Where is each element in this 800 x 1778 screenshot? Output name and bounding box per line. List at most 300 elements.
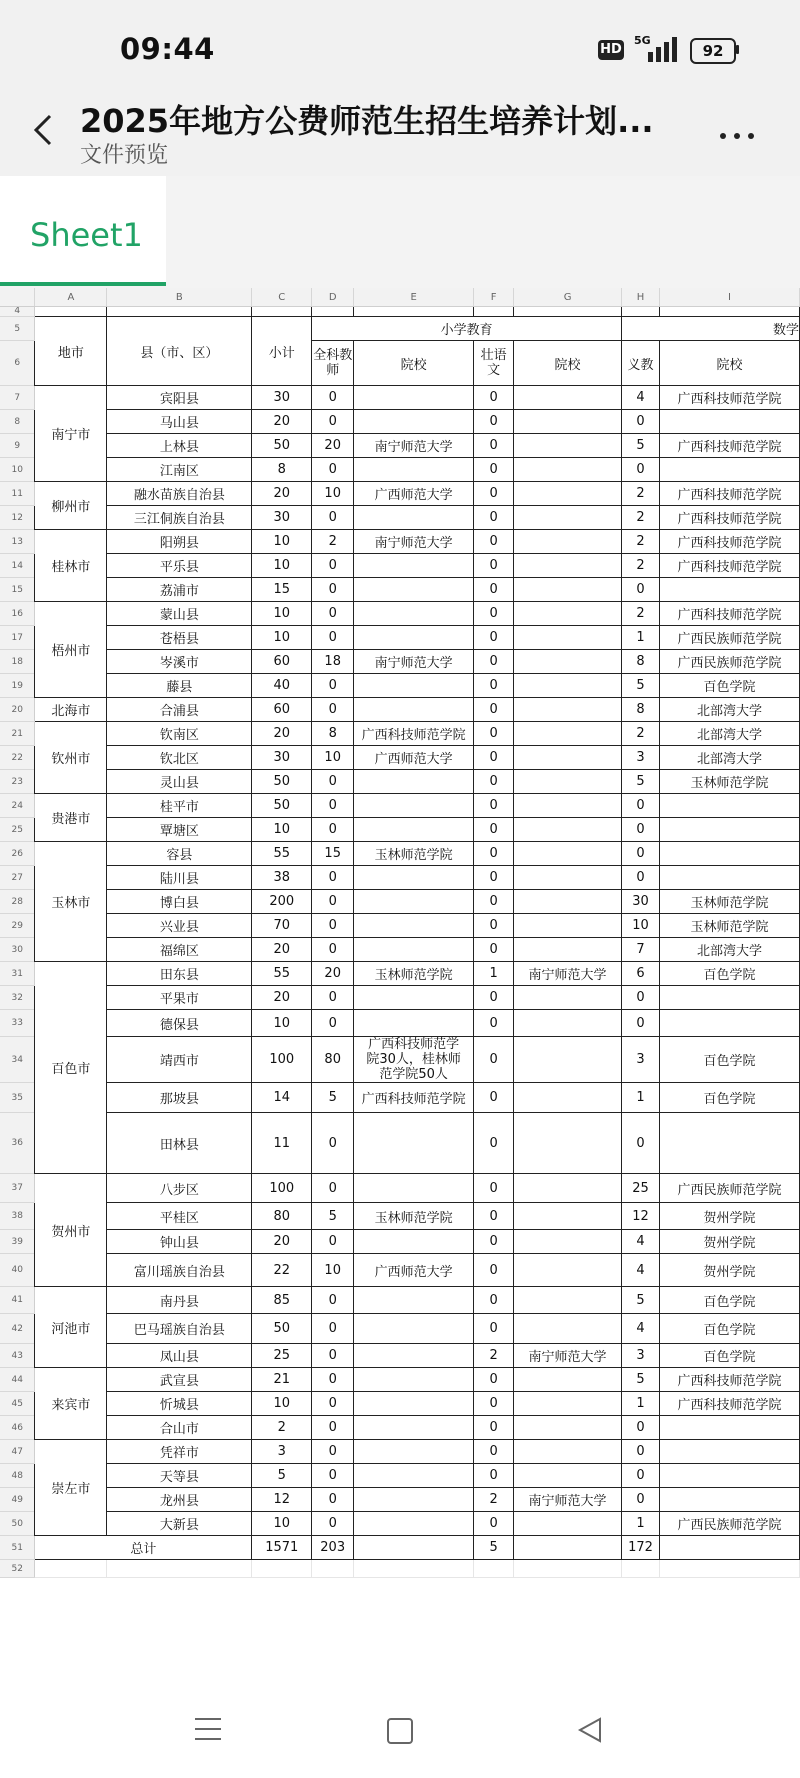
subtotal-cell[interactable]: 10	[252, 1392, 312, 1416]
school-cell[interactable]	[514, 554, 622, 578]
row-number[interactable]: 44	[0, 1368, 35, 1392]
yijiao-cell[interactable]: 8	[622, 698, 660, 722]
yijiao-cell[interactable]: 5	[622, 1368, 660, 1392]
school-cell[interactable]: 广西科技师范学院	[660, 434, 800, 458]
school-cell[interactable]	[354, 890, 474, 914]
school-cell[interactable]	[514, 1254, 622, 1287]
school-cell[interactable]: 南宁师范大学	[514, 1344, 622, 1368]
city-cell[interactable]: 梧州市	[35, 602, 107, 698]
row-number[interactable]: 30	[0, 938, 35, 962]
school-cell[interactable]	[354, 506, 474, 530]
county-cell[interactable]: 陆川县	[107, 866, 252, 890]
subtotal-cell[interactable]: 5	[252, 1464, 312, 1488]
school-cell[interactable]: 广西民族师范学院	[660, 1512, 800, 1536]
school-cell[interactable]	[660, 578, 800, 602]
subtotal-cell[interactable]: 40	[252, 674, 312, 698]
school-cell[interactable]	[354, 1314, 474, 1344]
school-cell[interactable]	[354, 770, 474, 794]
subtotal-cell[interactable]: 3	[252, 1440, 312, 1464]
zhuang-cell[interactable]: 0	[474, 1440, 514, 1464]
city-cell[interactable]: 南宁市	[35, 386, 107, 482]
school-cell[interactable]	[514, 914, 622, 938]
subtotal-cell[interactable]: 14	[252, 1083, 312, 1113]
county-cell[interactable]: 蒙山县	[107, 602, 252, 626]
school-cell[interactable]	[514, 1113, 622, 1174]
total-i[interactable]	[660, 1536, 800, 1560]
header-school[interactable]: 院校	[660, 341, 800, 386]
yijiao-cell[interactable]: 8	[622, 650, 660, 674]
general-teacher-cell[interactable]: 10	[312, 1254, 354, 1287]
county-cell[interactable]: 江南区	[107, 458, 252, 482]
row-number[interactable]: 23	[0, 770, 35, 794]
yijiao-cell[interactable]: 4	[622, 386, 660, 410]
school-cell[interactable]	[354, 410, 474, 434]
school-cell[interactable]	[354, 554, 474, 578]
school-cell[interactable]	[354, 578, 474, 602]
zhuang-cell[interactable]: 0	[474, 794, 514, 818]
zhuang-cell[interactable]: 0	[474, 914, 514, 938]
school-cell[interactable]: 广西科技师范学院	[660, 482, 800, 506]
city-cell[interactable]: 钦州市	[35, 722, 107, 794]
city-cell[interactable]: 柳州市	[35, 482, 107, 530]
zhuang-cell[interactable]: 0	[474, 986, 514, 1010]
yijiao-cell[interactable]: 5	[622, 434, 660, 458]
zhuang-cell[interactable]: 0	[474, 746, 514, 770]
yijiao-cell[interactable]: 4	[622, 1230, 660, 1254]
school-cell[interactable]: 南宁师范大学	[354, 530, 474, 554]
general-teacher-cell[interactable]: 0	[312, 626, 354, 650]
row-number[interactable]: 19	[0, 674, 35, 698]
row-number[interactable]: 26	[0, 842, 35, 866]
county-cell[interactable]: 合山市	[107, 1416, 252, 1440]
school-cell[interactable]	[354, 1416, 474, 1440]
zhuang-cell[interactable]: 0	[474, 1174, 514, 1203]
school-cell[interactable]	[514, 410, 622, 434]
subtotal-cell[interactable]: 70	[252, 914, 312, 938]
row-number[interactable]: 33	[0, 1010, 35, 1037]
school-cell[interactable]	[514, 698, 622, 722]
cell[interactable]	[514, 1560, 622, 1578]
county-cell[interactable]: 田东县	[107, 962, 252, 986]
school-cell[interactable]	[660, 458, 800, 482]
school-cell[interactable]	[514, 770, 622, 794]
general-teacher-cell[interactable]: 0	[312, 794, 354, 818]
zhuang-cell[interactable]: 0	[474, 602, 514, 626]
county-cell[interactable]: 富川瑶族自治县	[107, 1254, 252, 1287]
column-header[interactable]: B	[107, 288, 252, 307]
yijiao-cell[interactable]: 0	[622, 818, 660, 842]
row-number[interactable]: 5	[0, 317, 35, 341]
general-teacher-cell[interactable]: 0	[312, 1314, 354, 1344]
general-teacher-cell[interactable]: 0	[312, 1416, 354, 1440]
row-number[interactable]: 28	[0, 890, 35, 914]
county-cell[interactable]: 宾阳县	[107, 386, 252, 410]
row-number[interactable]: 48	[0, 1464, 35, 1488]
row-number[interactable]: 51	[0, 1536, 35, 1560]
county-cell[interactable]: 凭祥市	[107, 1440, 252, 1464]
subtotal-cell[interactable]: 20	[252, 410, 312, 434]
yijiao-cell[interactable]: 4	[622, 1254, 660, 1287]
total-d[interactable]: 203	[312, 1536, 354, 1560]
general-teacher-cell[interactable]: 0	[312, 986, 354, 1010]
menu-icon[interactable]	[195, 1718, 221, 1740]
cell[interactable]	[622, 307, 660, 317]
school-cell[interactable]	[514, 1512, 622, 1536]
yijiao-cell[interactable]: 0	[622, 1416, 660, 1440]
school-cell[interactable]	[514, 1037, 622, 1083]
school-cell[interactable]	[514, 482, 622, 506]
zhuang-cell[interactable]: 1	[474, 962, 514, 986]
school-cell[interactable]	[354, 1488, 474, 1512]
school-cell[interactable]	[514, 1392, 622, 1416]
subtotal-cell[interactable]: 60	[252, 698, 312, 722]
general-teacher-cell[interactable]: 0	[312, 386, 354, 410]
yijiao-cell[interactable]: 5	[622, 1287, 660, 1314]
general-teacher-cell[interactable]: 0	[312, 1440, 354, 1464]
zhuang-cell[interactable]: 0	[474, 1512, 514, 1536]
general-teacher-cell[interactable]: 0	[312, 938, 354, 962]
subtotal-cell[interactable]: 200	[252, 890, 312, 914]
school-cell[interactable]	[354, 1368, 474, 1392]
school-cell[interactable]	[354, 626, 474, 650]
row-number[interactable]: 37	[0, 1174, 35, 1203]
county-cell[interactable]: 兴业县	[107, 914, 252, 938]
zhuang-cell[interactable]: 0	[474, 434, 514, 458]
zhuang-cell[interactable]: 0	[474, 722, 514, 746]
school-cell[interactable]	[514, 842, 622, 866]
county-cell[interactable]: 苍梧县	[107, 626, 252, 650]
general-teacher-cell[interactable]: 0	[312, 1488, 354, 1512]
general-teacher-cell[interactable]: 0	[312, 458, 354, 482]
city-cell[interactable]: 河池市	[35, 1287, 107, 1368]
school-cell[interactable]	[354, 986, 474, 1010]
yijiao-cell[interactable]: 6	[622, 962, 660, 986]
general-teacher-cell[interactable]: 20	[312, 962, 354, 986]
cell[interactable]	[474, 1560, 514, 1578]
zhuang-cell[interactable]: 0	[474, 410, 514, 434]
total-label[interactable]: 总计	[35, 1536, 252, 1560]
general-teacher-cell[interactable]: 0	[312, 1344, 354, 1368]
column-header[interactable]: H	[622, 288, 660, 307]
yijiao-cell[interactable]: 2	[622, 506, 660, 530]
school-cell[interactable]	[660, 1113, 800, 1174]
school-cell[interactable]	[354, 1512, 474, 1536]
school-cell[interactable]: 南宁师范大学	[354, 434, 474, 458]
zhuang-cell[interactable]: 0	[474, 866, 514, 890]
school-cell[interactable]	[514, 866, 622, 890]
subtotal-cell[interactable]: 11	[252, 1113, 312, 1174]
subtotal-cell[interactable]: 10	[252, 1512, 312, 1536]
row-number[interactable]: 31	[0, 962, 35, 986]
zhuang-cell[interactable]: 0	[474, 482, 514, 506]
school-cell[interactable]	[354, 1113, 474, 1174]
county-cell[interactable]: 大新县	[107, 1512, 252, 1536]
cell[interactable]	[660, 307, 800, 317]
general-teacher-cell[interactable]: 18	[312, 650, 354, 674]
header-zhuang[interactable]: 壮语文	[474, 341, 514, 386]
row-number[interactable]: 34	[0, 1037, 35, 1083]
school-cell[interactable]	[514, 1287, 622, 1314]
county-cell[interactable]: 覃塘区	[107, 818, 252, 842]
county-cell[interactable]: 容县	[107, 842, 252, 866]
city-cell[interactable]: 桂林市	[35, 530, 107, 602]
general-teacher-cell[interactable]: 0	[312, 1174, 354, 1203]
zhuang-cell[interactable]: 0	[474, 386, 514, 410]
yijiao-cell[interactable]: 0	[622, 842, 660, 866]
zhuang-cell[interactable]: 2	[474, 1344, 514, 1368]
yijiao-cell[interactable]: 1	[622, 1392, 660, 1416]
zhuang-cell[interactable]: 0	[474, 674, 514, 698]
subtotal-cell[interactable]: 38	[252, 866, 312, 890]
corner-cell[interactable]	[0, 288, 35, 307]
column-header[interactable]: F	[474, 288, 514, 307]
school-cell[interactable]	[354, 698, 474, 722]
school-cell[interactable]	[514, 1083, 622, 1113]
row-number[interactable]: 12	[0, 506, 35, 530]
school-cell[interactable]: 广西科技师范学院	[660, 1392, 800, 1416]
school-cell[interactable]: 广西民族师范学院	[660, 650, 800, 674]
school-cell[interactable]	[354, 866, 474, 890]
school-cell[interactable]: 广西师范大学	[354, 482, 474, 506]
subtotal-cell[interactable]: 60	[252, 650, 312, 674]
cell[interactable]	[474, 307, 514, 317]
school-cell[interactable]	[514, 818, 622, 842]
cell[interactable]	[35, 1560, 107, 1578]
school-cell[interactable]	[514, 722, 622, 746]
school-cell[interactable]	[660, 986, 800, 1010]
yijiao-cell[interactable]: 3	[622, 1344, 660, 1368]
row-number[interactable]: 6	[0, 341, 35, 386]
header-school[interactable]: 院校	[514, 341, 622, 386]
general-teacher-cell[interactable]: 10	[312, 482, 354, 506]
yijiao-cell[interactable]: 2	[622, 722, 660, 746]
general-teacher-cell[interactable]: 0	[312, 1464, 354, 1488]
row-number[interactable]: 16	[0, 602, 35, 626]
column-header[interactable]: C	[252, 288, 312, 307]
school-cell[interactable]: 广西科技师范学院	[660, 386, 800, 410]
subtotal-cell[interactable]: 85	[252, 1287, 312, 1314]
back-arrow-icon[interactable]	[26, 110, 66, 150]
school-cell[interactable]	[354, 674, 474, 698]
school-cell[interactable]: 广西科技师范学院	[660, 1368, 800, 1392]
subtotal-cell[interactable]: 12	[252, 1488, 312, 1512]
general-teacher-cell[interactable]: 0	[312, 1368, 354, 1392]
yijiao-cell[interactable]: 25	[622, 1174, 660, 1203]
school-cell[interactable]	[354, 914, 474, 938]
general-teacher-cell[interactable]: 5	[312, 1083, 354, 1113]
school-cell[interactable]: 南宁师范大学	[514, 1488, 622, 1512]
school-cell[interactable]	[354, 1392, 474, 1416]
school-cell[interactable]	[514, 1314, 622, 1344]
school-cell[interactable]	[514, 578, 622, 602]
row-number[interactable]: 20	[0, 698, 35, 722]
county-cell[interactable]: 融水苗族自治县	[107, 482, 252, 506]
row-number[interactable]: 9	[0, 434, 35, 458]
county-cell[interactable]: 马山县	[107, 410, 252, 434]
school-cell[interactable]: 南宁师范大学	[354, 650, 474, 674]
school-cell[interactable]	[514, 1230, 622, 1254]
row-number[interactable]: 50	[0, 1512, 35, 1536]
school-cell[interactable]: 广西民族师范学院	[660, 1174, 800, 1203]
subtotal-cell[interactable]: 25	[252, 1344, 312, 1368]
city-cell[interactable]: 贵港市	[35, 794, 107, 842]
header-school[interactable]: 院校	[354, 341, 474, 386]
school-cell[interactable]	[514, 938, 622, 962]
school-cell[interactable]	[514, 434, 622, 458]
school-cell[interactable]: 玉林师范学院	[354, 842, 474, 866]
yijiao-cell[interactable]: 7	[622, 938, 660, 962]
county-cell[interactable]: 德保县	[107, 1010, 252, 1037]
county-cell[interactable]: 灵山县	[107, 770, 252, 794]
city-cell[interactable]: 玉林市	[35, 842, 107, 962]
cell[interactable]	[354, 307, 474, 317]
cell[interactable]	[252, 1560, 312, 1578]
zhuang-cell[interactable]: 0	[474, 1010, 514, 1037]
yijiao-cell[interactable]: 2	[622, 482, 660, 506]
county-cell[interactable]: 龙州县	[107, 1488, 252, 1512]
cell[interactable]	[660, 1560, 800, 1578]
yijiao-cell[interactable]: 5	[622, 770, 660, 794]
school-cell[interactable]	[514, 1368, 622, 1392]
zhuang-cell[interactable]: 0	[474, 842, 514, 866]
county-cell[interactable]: 岑溪市	[107, 650, 252, 674]
county-cell[interactable]: 平乐县	[107, 554, 252, 578]
header-county[interactable]: 县（市、区）	[107, 317, 252, 386]
general-teacher-cell[interactable]: 0	[312, 506, 354, 530]
zhuang-cell[interactable]: 0	[474, 1416, 514, 1440]
column-header[interactable]: A	[35, 288, 107, 307]
yijiao-cell[interactable]: 4	[622, 1314, 660, 1344]
zhuang-cell[interactable]: 0	[474, 1230, 514, 1254]
school-cell[interactable]	[514, 794, 622, 818]
cell[interactable]	[107, 307, 252, 317]
county-cell[interactable]: 钦南区	[107, 722, 252, 746]
total-h[interactable]: 172	[622, 1536, 660, 1560]
zhuang-cell[interactable]: 0	[474, 1203, 514, 1230]
county-cell[interactable]: 合浦县	[107, 698, 252, 722]
subtotal-cell[interactable]: 20	[252, 986, 312, 1010]
row-number[interactable]: 46	[0, 1416, 35, 1440]
school-cell[interactable]: 南宁师范大学	[514, 962, 622, 986]
county-cell[interactable]: 藤县	[107, 674, 252, 698]
row-number[interactable]: 52	[0, 1560, 35, 1578]
subtotal-cell[interactable]: 30	[252, 746, 312, 770]
zhuang-cell[interactable]: 0	[474, 578, 514, 602]
cell[interactable]	[35, 307, 107, 317]
school-cell[interactable]	[354, 1440, 474, 1464]
home-icon[interactable]	[387, 1718, 413, 1744]
nav-back-icon[interactable]	[576, 1716, 604, 1744]
school-cell[interactable]	[354, 938, 474, 962]
tab-sheet1[interactable]	[0, 176, 166, 286]
county-cell[interactable]: 平果市	[107, 986, 252, 1010]
school-cell[interactable]: 玉林师范学院	[660, 890, 800, 914]
row-number[interactable]: 43	[0, 1344, 35, 1368]
cell[interactable]	[514, 307, 622, 317]
yijiao-cell[interactable]: 0	[622, 1010, 660, 1037]
city-cell[interactable]: 百色市	[35, 962, 107, 1174]
school-cell[interactable]	[514, 890, 622, 914]
school-cell[interactable]	[514, 626, 622, 650]
county-cell[interactable]: 那坡县	[107, 1083, 252, 1113]
school-cell[interactable]	[660, 1010, 800, 1037]
cell[interactable]	[312, 1560, 354, 1578]
school-cell[interactable]	[514, 602, 622, 626]
subtotal-cell[interactable]: 10	[252, 602, 312, 626]
county-cell[interactable]: 三江侗族自治县	[107, 506, 252, 530]
school-cell[interactable]	[354, 1287, 474, 1314]
school-cell[interactable]: 百色学院	[660, 674, 800, 698]
general-teacher-cell[interactable]: 0	[312, 1287, 354, 1314]
county-cell[interactable]: 巴马瑶族自治县	[107, 1314, 252, 1344]
more-options-icon[interactable]	[720, 124, 770, 140]
school-cell[interactable]	[660, 1488, 800, 1512]
row-number[interactable]: 8	[0, 410, 35, 434]
school-cell[interactable]	[514, 386, 622, 410]
school-cell[interactable]	[354, 458, 474, 482]
school-cell[interactable]: 贺州学院	[660, 1203, 800, 1230]
general-teacher-cell[interactable]: 0	[312, 554, 354, 578]
school-cell[interactable]	[660, 866, 800, 890]
subtotal-cell[interactable]: 30	[252, 506, 312, 530]
school-cell[interactable]	[354, 1010, 474, 1037]
row-number[interactable]: 17	[0, 626, 35, 650]
yijiao-cell[interactable]: 1	[622, 1512, 660, 1536]
row-number[interactable]: 35	[0, 1083, 35, 1113]
school-cell[interactable]	[514, 506, 622, 530]
county-cell[interactable]: 钟山县	[107, 1230, 252, 1254]
school-cell[interactable]	[514, 1174, 622, 1203]
county-cell[interactable]: 南丹县	[107, 1287, 252, 1314]
school-cell[interactable]	[514, 650, 622, 674]
subtotal-cell[interactable]: 10	[252, 554, 312, 578]
school-cell[interactable]: 广西师范大学	[354, 746, 474, 770]
row-number[interactable]: 36	[0, 1113, 35, 1174]
subtotal-cell[interactable]: 55	[252, 962, 312, 986]
zhuang-cell[interactable]: 0	[474, 1113, 514, 1174]
general-teacher-cell[interactable]: 0	[312, 578, 354, 602]
yijiao-cell[interactable]: 10	[622, 914, 660, 938]
zhuang-cell[interactable]: 0	[474, 1254, 514, 1287]
yijiao-cell[interactable]: 0	[622, 1488, 660, 1512]
general-teacher-cell[interactable]: 80	[312, 1037, 354, 1083]
school-cell[interactable]	[354, 1464, 474, 1488]
yijiao-cell[interactable]: 3	[622, 1037, 660, 1083]
subtotal-cell[interactable]: 50	[252, 770, 312, 794]
school-cell[interactable]	[354, 602, 474, 626]
school-cell[interactable]: 广西科技师范学院30人，桂林师范学院50人	[354, 1037, 474, 1083]
subtotal-cell[interactable]: 100	[252, 1174, 312, 1203]
school-cell[interactable]	[514, 1416, 622, 1440]
county-cell[interactable]: 福绵区	[107, 938, 252, 962]
zhuang-cell[interactable]: 0	[474, 1464, 514, 1488]
row-number[interactable]: 41	[0, 1287, 35, 1314]
row-number[interactable]: 27	[0, 866, 35, 890]
city-cell[interactable]: 贺州市	[35, 1174, 107, 1287]
general-teacher-cell[interactable]: 0	[312, 866, 354, 890]
school-cell[interactable]	[354, 1230, 474, 1254]
school-cell[interactable]: 百色学院	[660, 1314, 800, 1344]
zhuang-cell[interactable]: 0	[474, 1287, 514, 1314]
row-number[interactable]: 29	[0, 914, 35, 938]
row-number[interactable]: 4	[0, 307, 35, 317]
school-cell[interactable]: 北部湾大学	[660, 722, 800, 746]
yijiao-cell[interactable]: 0	[622, 866, 660, 890]
general-teacher-cell[interactable]: 0	[312, 674, 354, 698]
school-cell[interactable]: 玉林师范学院	[354, 962, 474, 986]
zhuang-cell[interactable]: 0	[474, 554, 514, 578]
yijiao-cell[interactable]: 0	[622, 410, 660, 434]
